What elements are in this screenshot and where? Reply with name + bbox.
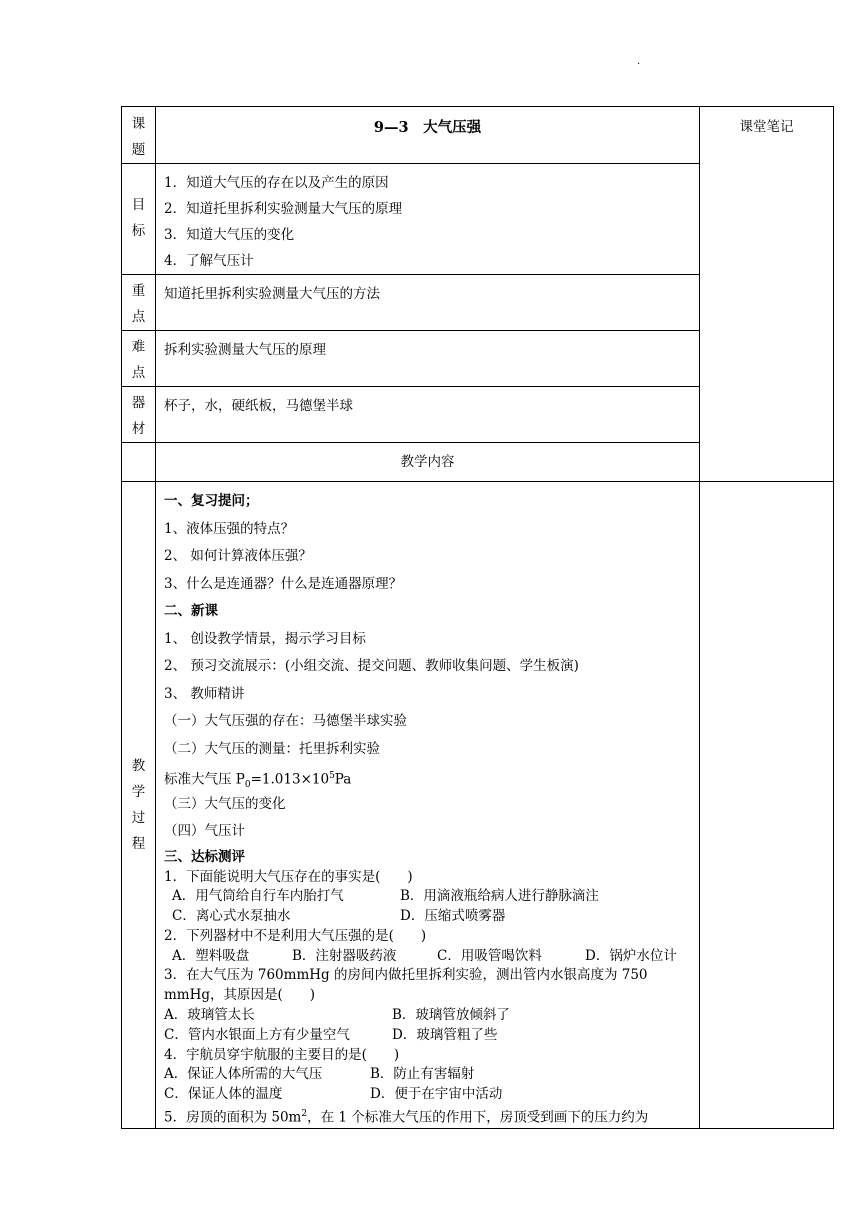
new-item: （一）大气压强的存在：马德堡半球实验 [164, 713, 407, 729]
question-3: 3．在大气压为 760mmHg 的房间内做托里拆利实验，测出管内水银高度为 750 [164, 967, 648, 984]
process-content [156, 482, 700, 1129]
corner-dot: · [637, 59, 641, 70]
topic-label: 课 题 [122, 107, 156, 164]
topic-row [122, 107, 834, 164]
section-new-title: 二、新课 [164, 603, 218, 619]
new-item: （四）气压计 [164, 823, 245, 839]
goal-item: 4．了解气压计 [164, 253, 254, 269]
question-1: 1．下面能说明大气压存在的事实是( ) [164, 868, 413, 885]
difficulty-text: 拆利实验测量大气压的原理 [156, 331, 700, 387]
difficulty-label: 难 点 [122, 331, 156, 387]
question-5: 5．房顶的面积为 $50m^2$，在 1 个标准大气压的作用下，房顶受到画下的压力约为 [164, 1109, 649, 1126]
content-header: 教学内容 [156, 443, 700, 482]
question-4: 4．宇航员穿宇航服的主要目的是( ) [164, 1046, 400, 1063]
content-header-blank [122, 443, 156, 482]
question-1-options: A．用气筒给自行车内胎打气 B．用滴液瓶给病人进行静脉滴注 [172, 888, 599, 905]
question-2-options: A．塑料吸盘 B．注射器吸药液 C．用吸管喝饮料 D．锅炉水位计 [172, 947, 677, 964]
goal-item: 1．知道大气压的存在以及产生的原因 [164, 175, 389, 191]
new-item: 3、 教师精讲 [164, 685, 245, 702]
lesson-plan-table [121, 106, 834, 1129]
new-item: （三）大气压的变化 [164, 795, 286, 812]
notes-column-lower [700, 482, 834, 1129]
key-point: 知道托里拆利实验测量大气压的方法 [156, 275, 700, 331]
question-4-options: C．保证人体的温度 D．便于在宇宙中活动 [164, 1086, 503, 1103]
section-review-title: 一、复习提问； [164, 493, 259, 509]
question-4-options: A．保证人体所需的大气压 B．防止有害辐射 [164, 1066, 475, 1083]
question-1-options: C．离心式水泵抽水 D．压缩式喷雾器 [172, 908, 506, 925]
question-3: mmHg，其原因是( ) [164, 987, 316, 1004]
goal-list [156, 164, 700, 275]
question-3-options: C．管内水银面上方有少量空气 D．玻璃管粗了些 [164, 1026, 498, 1043]
goal-item: 3．知道大气压的变化 [164, 227, 295, 243]
lesson-title: 9—3 大气压强 [156, 107, 700, 164]
goal-label: 目 标 [122, 164, 156, 275]
equipment-text: 杯子，水，硬纸板，马德堡半球 [156, 387, 700, 443]
question-2: 2．下列器材中不是利用大气压强的是( ) [164, 927, 427, 944]
key-label: 重 点 [122, 275, 156, 331]
review-item: 3、什么是连通器？什么是连通器原理？ [164, 575, 403, 592]
goal-item: 2．知道托里拆利实验测量大气压的原理 [164, 201, 403, 217]
equipment-label: 器 材 [122, 387, 156, 443]
review-item: 2、 如何计算液体压强？ [164, 548, 312, 564]
standard-pressure: 标准大气压 $P_0=1.013\times 10^5Pa$ [164, 771, 352, 791]
process-label: 教 学 过 程 [122, 482, 156, 1129]
notes-column [700, 107, 834, 482]
section-test-title: 三、达标测评 [164, 848, 245, 865]
new-item: 2、 预习交流展示：(小组交流、提交问题、教师收集问题、学生板演) [164, 658, 579, 674]
review-item: 1、液体压强的特点？ [164, 520, 295, 537]
new-item: （二）大气压的测量：托里拆利实验 [164, 740, 380, 757]
process-row [122, 482, 834, 1129]
notes-header: 课堂笔记 [739, 119, 794, 135]
new-item: 1、 创设教学情景，揭示学习目标 [164, 630, 366, 647]
question-3-options: A．玻璃管太长 B．玻璃管放倾斜了 [164, 1007, 510, 1024]
